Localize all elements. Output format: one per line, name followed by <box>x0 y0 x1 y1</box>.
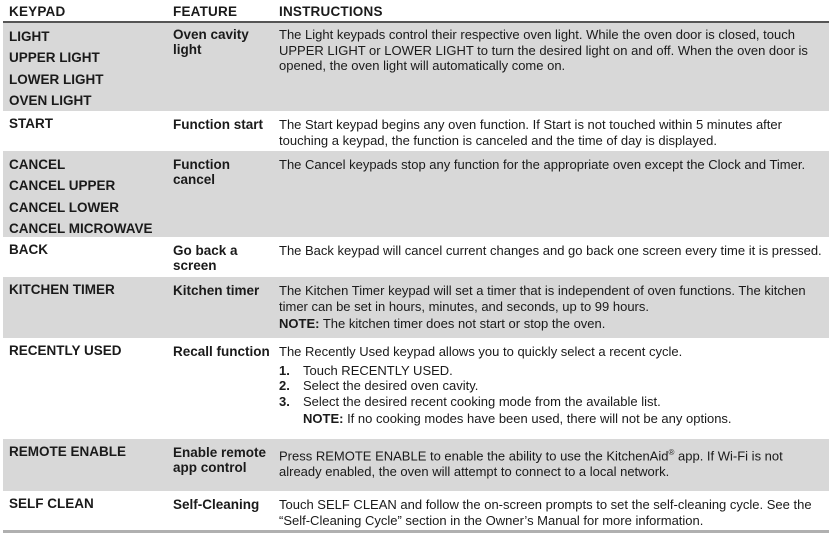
keypad-feature-table <box>3 3 829 531</box>
table-row <box>3 340 829 441</box>
step-text: Touch RECENTLY USED. <box>303 362 453 378</box>
keypad-label: UPPER LIGHT <box>9 50 100 66</box>
list-item <box>279 394 824 410</box>
step-text: Select the desired oven cavity. <box>303 378 479 393</box>
keypad-label: RECENTLY USED <box>9 343 122 358</box>
instructions-cell <box>279 344 824 427</box>
keypad-cell <box>9 441 164 462</box>
feature-cell: Oven cavity light <box>173 27 249 57</box>
note-label: NOTE: <box>303 411 344 426</box>
keypad-label: SELF CLEAN <box>9 496 94 511</box>
instructions-text-cont: app. If Wi-Fi is not already enabled, the oven will attempt to connect to a local network. <box>279 448 783 479</box>
keypad-label: KITCHEN TIMER <box>9 282 115 297</box>
keypad-cell <box>9 279 164 300</box>
keypad-cell <box>9 239 164 260</box>
feature-cell: Function start <box>173 117 263 132</box>
table-row <box>3 239 829 279</box>
instructions-cell: The Start keypad begins any oven function. If Start is not touched within 5 minutes after touching a keypad, the function is canceled and the time of day is displayed. <box>279 117 782 148</box>
instructions-cell: The Light keypads control their respective oven light. While the oven door is closed, touch UPPER LIGHT or LOWER LIGHT to turn the desired light on and off. When the oven door is opened, the oven light will automatically come on. <box>279 27 808 73</box>
keypad-label: CANCEL MICROWAVE <box>9 220 153 236</box>
table-row <box>3 23 829 113</box>
step-number: 1. <box>279 362 290 378</box>
list-item <box>279 363 824 379</box>
instructions-text: The Recently Used keypad allows you to quickly select a recent cycle. <box>279 344 683 359</box>
table-row <box>3 113 829 153</box>
instructions-cell <box>279 445 824 479</box>
steps-list <box>279 363 824 427</box>
instructions-cell: Touch SELF CLEAN and follow the on-screen prompts to set the self-cleaning cycle. See the “Self-Cleaning Cycle” section in the Owner’s Manual for more information. <box>279 497 812 528</box>
instructions-text: Press REMOTE ENABLE to enable the ability to use the KitchenAid <box>279 448 669 464</box>
feature-cell: Kitchen timer <box>173 283 260 298</box>
keypad-label: REMOTE ENABLE <box>9 444 127 459</box>
note-text: The kitchen timer does not start or stop the oven. <box>319 316 606 331</box>
keypad-cell <box>9 493 164 514</box>
instructions-cell <box>279 283 824 332</box>
feature-cell: Function cancel <box>173 157 230 187</box>
note-label: NOTE: <box>279 316 320 331</box>
keypad-label: BACK <box>9 242 48 257</box>
feature-cell: Self-Cleaning <box>173 497 260 512</box>
header-instructions: INSTRUCTIONS <box>279 4 383 19</box>
keypad-label: LOWER LIGHT <box>9 71 104 87</box>
header-feature: FEATURE <box>173 4 238 19</box>
step-text: Select the desired recent cooking mode from the available list. <box>303 393 661 409</box>
note-text: If no cooking modes have been used, there will not be any options. <box>343 411 732 426</box>
table-row <box>3 441 829 493</box>
list-item <box>279 378 824 394</box>
keypad-label: OVEN LIGHT <box>9 92 92 108</box>
keypad-cell <box>9 26 164 111</box>
table-row <box>3 493 829 531</box>
keypad-label: CANCEL LOWER <box>9 199 119 215</box>
feature-cell: Go back a screen <box>173 243 238 273</box>
note <box>279 316 824 332</box>
instructions-text: The Kitchen Timer keypad will set a timer that is independent of oven functions. The kitchen timer can be set in hours, minutes, and seconds, up to 99 hours. <box>279 283 806 314</box>
table-row <box>3 153 829 239</box>
table-row <box>3 279 829 340</box>
step-number: 2. <box>279 378 290 393</box>
step-number: 3. <box>279 393 290 409</box>
feature-cell: Recall function <box>173 344 270 359</box>
keypad-label: START <box>9 116 53 131</box>
header-keypad: KEYPAD <box>9 4 66 19</box>
keypad-label: CANCEL UPPER <box>9 178 116 194</box>
keypad-cell <box>9 154 164 239</box>
table-header <box>3 3 829 23</box>
feature-cell: Enable remote app control <box>173 445 267 475</box>
keypad-cell <box>9 113 164 134</box>
keypad-label: CANCEL <box>9 157 66 172</box>
keypad-cell <box>9 340 164 361</box>
note <box>279 411 824 427</box>
registered-mark: ® <box>668 448 675 457</box>
keypad-label: LIGHT <box>9 29 50 44</box>
instructions-cell: The Cancel keypads stop any function for the appropriate oven except the Clock and Timer. <box>279 157 806 172</box>
instructions-cell: The Back keypad will cancel current changes and go back one screen every time it is pressed. <box>279 243 822 258</box>
